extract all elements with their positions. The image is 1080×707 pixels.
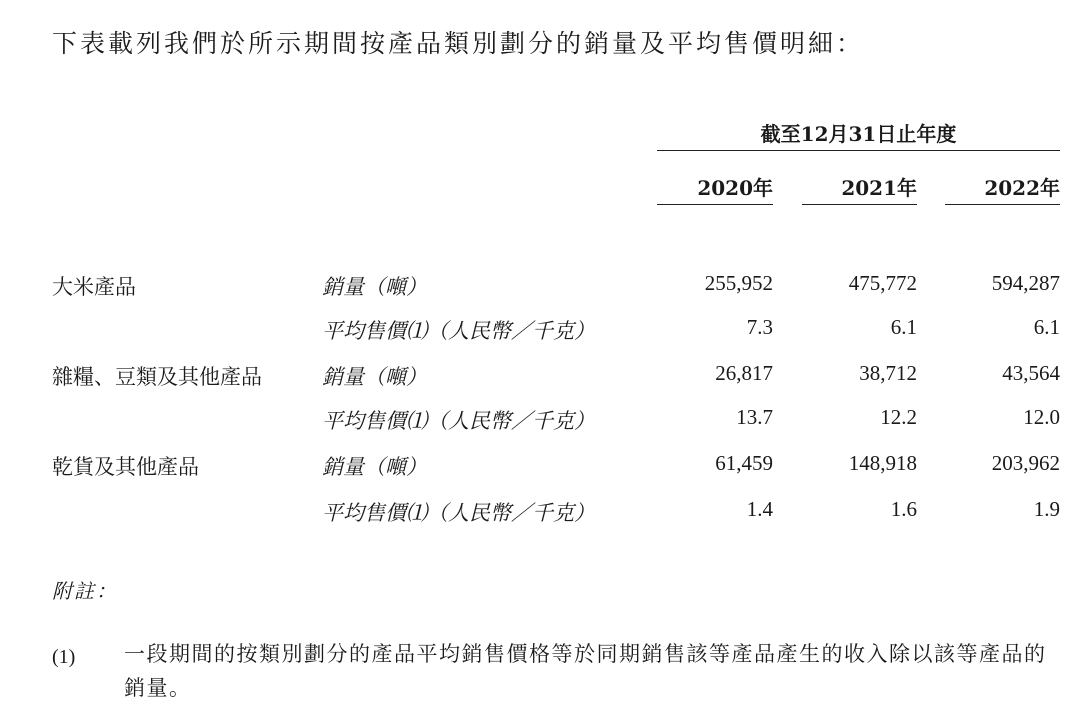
table-cell: 6.1	[890, 315, 917, 339]
category-label: 雜糧、豆類及其他產品	[52, 365, 262, 389]
table-cell: 1.9	[1033, 497, 1060, 521]
period-underline	[657, 150, 1060, 151]
year-underline-2022	[945, 204, 1060, 205]
metric-label: 銷量（噸）	[322, 455, 427, 479]
year-underline-2020	[657, 204, 773, 205]
table-cell: 1.6	[890, 497, 917, 521]
metric-label: 平均售價⑴（人民幣／千克）	[322, 409, 595, 433]
metric-label: 銷量（噸）	[322, 275, 427, 299]
category-label: 大米產品	[52, 275, 136, 299]
table-cell: 13.7	[736, 405, 773, 429]
metric-label: 銷量（噸）	[322, 365, 427, 389]
footnote-number: (1)	[52, 646, 76, 668]
table-cell: 12.0	[1023, 405, 1060, 429]
table-cell: 148,918	[848, 451, 917, 475]
table-cell: 26,817	[715, 361, 773, 385]
table-cell: 12.2	[880, 405, 917, 429]
table-cell: 475,772	[848, 271, 917, 295]
footnote-text: 一段期間的按類別劃分的產品平均銷售價格等於同期銷售該等產品產生的收入除以該等產品的銷量。	[124, 642, 1047, 700]
year-header-2021: 2021年	[841, 176, 917, 200]
notes-label: 附註：	[52, 579, 118, 603]
table-cell: 43,564	[1002, 361, 1060, 385]
metric-label: 平均售價⑴（人民幣／千克）	[322, 319, 595, 343]
table-cell: 1.4	[746, 497, 773, 521]
category-label: 乾貨及其他產品	[52, 455, 199, 479]
table-cell: 255,952	[704, 271, 773, 295]
year-underline-2021	[802, 204, 917, 205]
intro-text: 下表載列我們於所示期間按產品類別劃分的銷量及平均售價明細：	[52, 29, 865, 58]
table-cell: 7.3	[746, 315, 773, 339]
table-cell: 594,287	[991, 271, 1060, 295]
table-cell: 203,962	[991, 451, 1060, 475]
table-cell: 6.1	[1033, 315, 1060, 339]
table-cell: 38,712	[859, 361, 917, 385]
table-cell: 61,459	[715, 451, 773, 475]
year-header-2022: 2022年	[984, 176, 1060, 200]
period-header: 截至12月31日止年度	[760, 122, 957, 146]
metric-label: 平均售價⑴（人民幣／千克）	[322, 501, 595, 525]
year-header-2020: 2020年	[697, 176, 773, 200]
